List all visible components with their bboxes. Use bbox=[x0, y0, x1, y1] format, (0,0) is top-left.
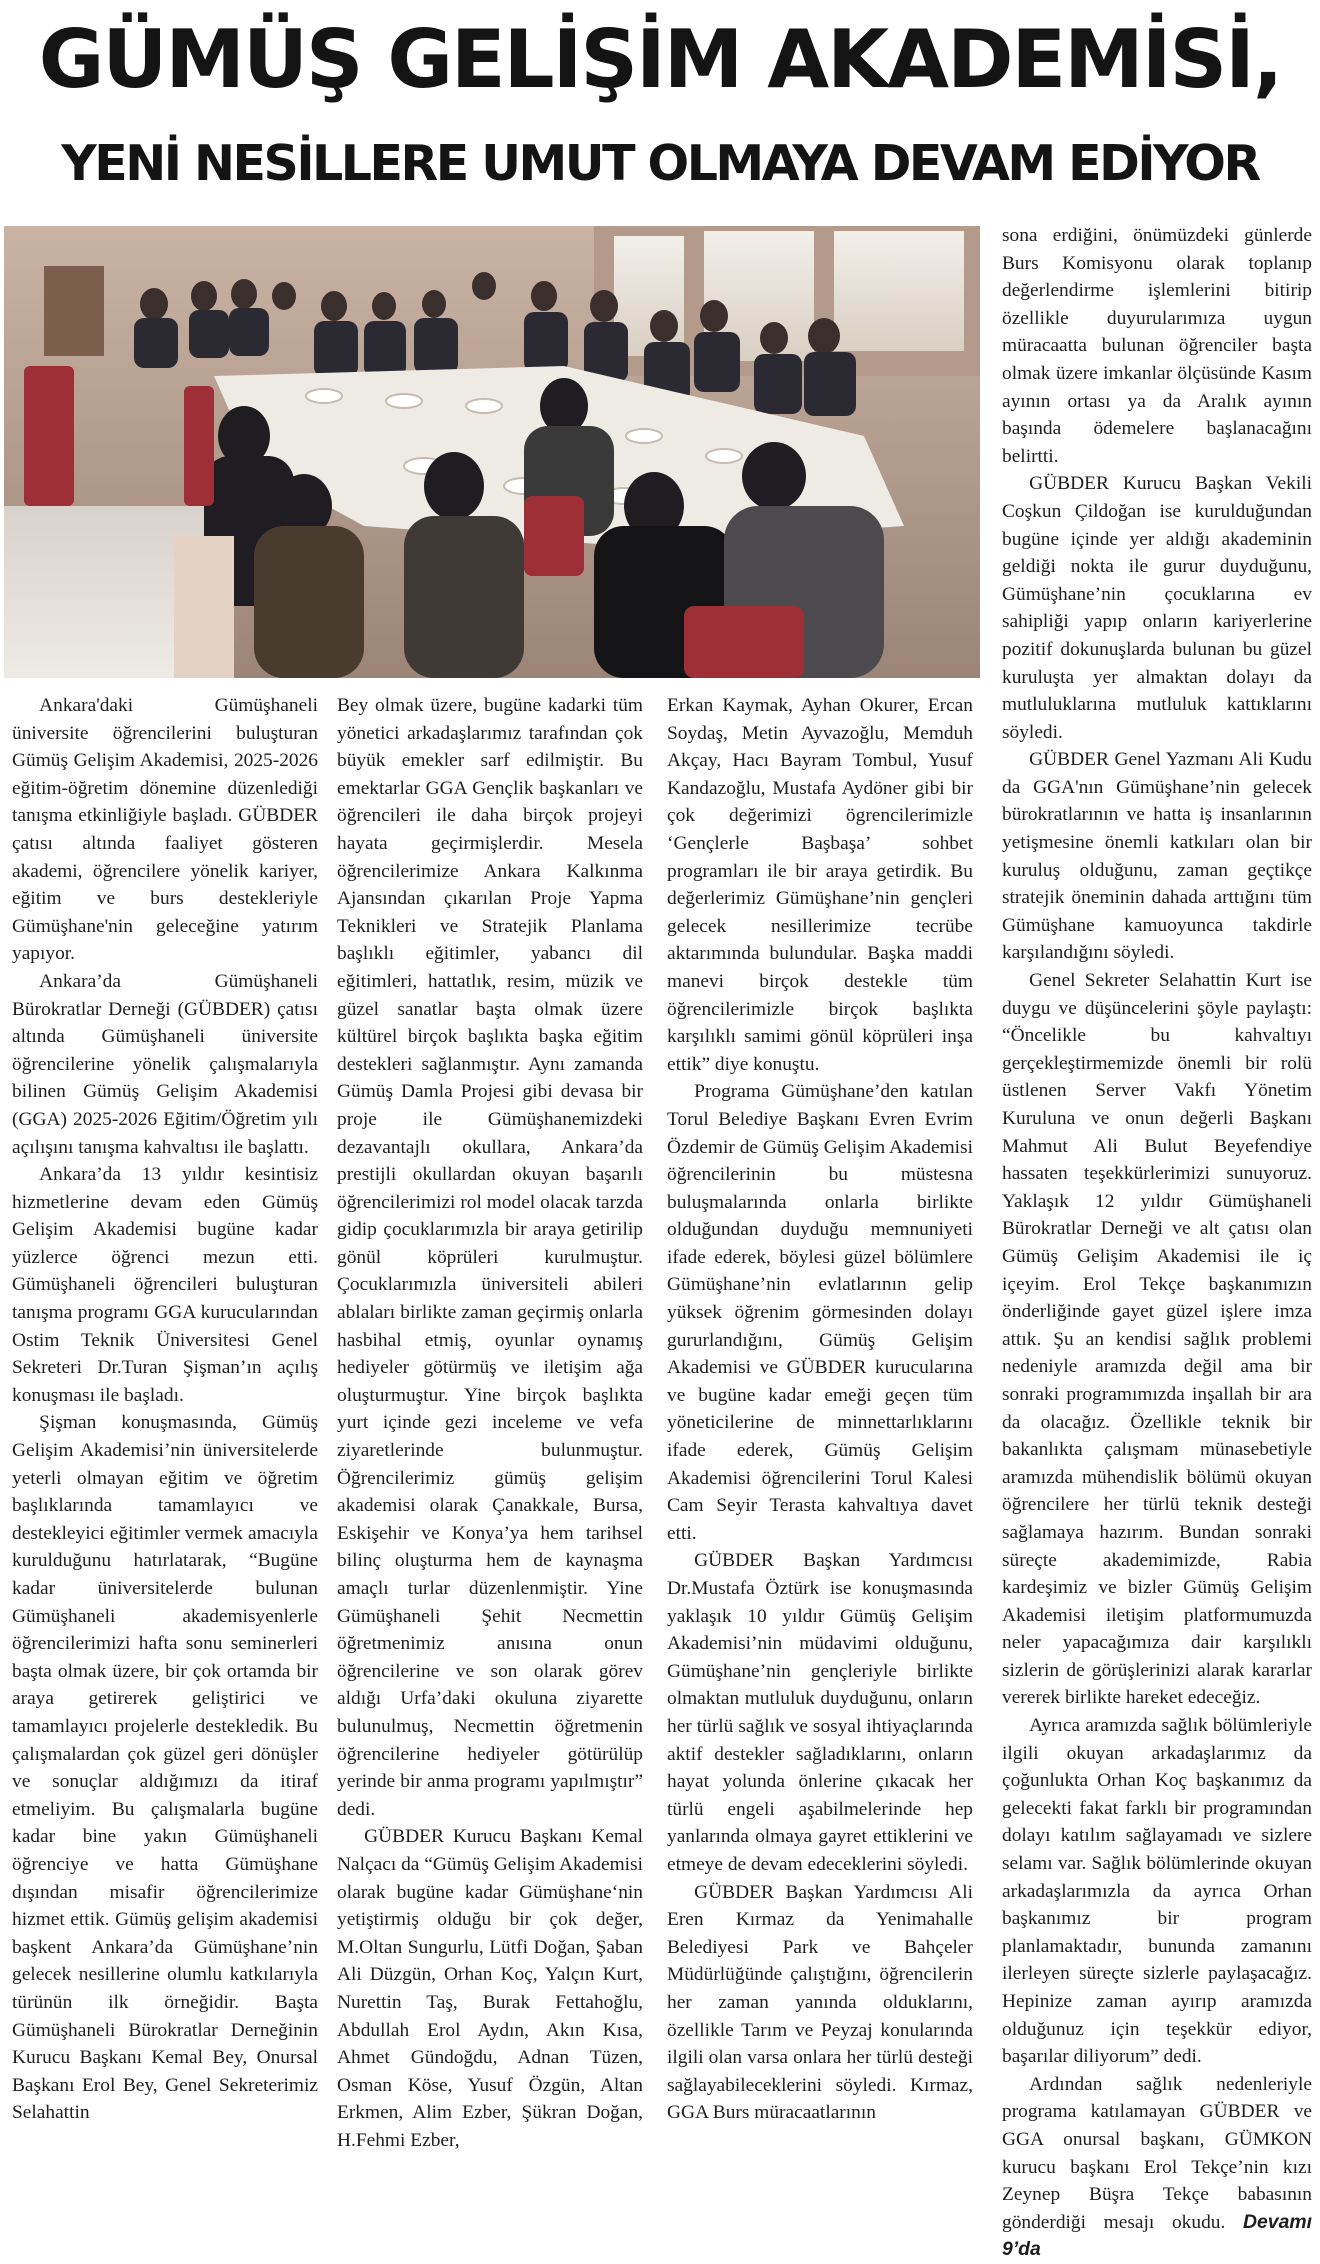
article-column-3 bbox=[667, 692, 973, 2127]
paragraph: sona erdiğini, önümüzdeki günlerde Burs Komisyonu olarak toplanıp değerlendirme işlemlerini bitirip özellikle duyurularımıza uygun müracaatta bulunan öğrenciler başta olmak üzere imkanlar ölçüsünde Kasım ayının ortası ya da Aralık ayının başında ödemelere başlanacağını belirtti. bbox=[1002, 225, 1312, 467]
headline-line-2: YENİ NESİLLERE UMUT OLMAYA DEVAM EDİYOR bbox=[61, 135, 1259, 192]
paragraph: GÜBDER Genel Yazmanı Ali Kudu da GGA'nın Gümüşhane’nin gelecek bürokratlarının ve hatta iş insanlarının yetişmesine önemli katkıları olan bir kuruluş olduğunu, zaman geçtikçe stratejik öneminin dahada arttığını tüm Gümüşhane kamuoyunca takdirle karşılandığını söyledi. bbox=[1002, 749, 1312, 964]
paragraph-final bbox=[1002, 2071, 1312, 2264]
paragraph: GÜBDER Başkan Yardımcısı Ali Eren Kırmaz da Yenimahalle Belediyesi Park ve Bahçeler Müdürlüğünde çalıştığını, öğrencilerin her zaman yanında olduklarını, özellikle Tarım ve Peyzaj konularında ilgili olan varsa onlara her türlü desteği sağlayabileceklerini söyledi. Kırmaz, GGA Burs müracaatlarının bbox=[667, 1881, 973, 2124]
paragraph: Erkan Kaymak, Ayhan Okurer, Ercan Soydaş, Metin Ayvazoğlu, Memduh Akçay, Hacı Bayram Tombul, Yusuf Kandazoğlu, Mustafa Aydöner gibi bir çok değerimizi ögrencilerimizle ‘Gençlerle Başbaşa’ sohbet programları ile bir araya getirdik. Bu değerlerimiz Gümüşhane’nin gençleri gelecek nesillerimize tecrübe aktarımında bulundular. Başka maddi manevi birçok destekle tüm öğrencilerimizle birçok başlıkta karşılıklı samimi gönül köprüleri inşa ettik” diye konuştu. bbox=[667, 695, 973, 1075]
article-photo bbox=[4, 226, 980, 678]
paragraph: Şişman konuşmasında, Gümüş Gelişim Akademisi’nin üniversitelerde yeterli olmayan eğitim ve öğretim başlıklarında tamamlayıcı ve destekleyici eğitimler vermek amacıyla kurulduğunu hatırlatarak, “Bugüne kadar üniversitelerde bulunan Gümüşhaneli akademisyenlerle öğrencilerimizi hafta sonu seminerleri başta olmak üzere, bir çok ortamda bir araya getirerek geliştirici ve tamamlayıcı projelerle destekledik. Bu çalışmalardan çok güzel geri dönüşler ve sonuçlar aldığımızı da itiraf etmeliyim. Bu çalışmalarla bugüne kadar bine yakın Gümüşhaneli öğrenciye ve hatta Gümüşhane dışından misafir öğrencilerimize hizmet ettik. Gümüş gelişim akademisi başkent Ankara’da Gümüşhane’nin gelecek nesillerine olumlu katkılarıyla türünün ilk örneğidir. Başta Gümüşhaneli Bürokratlar Derneğinin Kurucu Başkanı Kemal Bey, Onursal Başkanı Erol Bey, Genel Sekreterimiz Selahattin bbox=[12, 1412, 318, 2124]
paragraph: Ankara’da Gümüşhaneli Bürokratlar Derneği (GÜBDER) çatısı altında Gümüşhaneli üniversite öğrencilerine yönelik çalışmalarıyla bilinen Gümüş Gelişim Akademisi (GGA) 2025-2026 Eğitim/Öğretim yılı açılışını tanışma kahvaltısı ile başlattı. bbox=[12, 970, 318, 1158]
paragraph: GÜBDER Başkan Yardımcısı Dr.Mustafa Öztürk ise konuşmasında yaklaşık 10 yıldır Gümüş Gelişim Akademisi’nin müdavimi olduğunu, Gümüşhane’nin gençleriyle birlikte olmaktan mutluluk duyduğunu, onların her türlü sağlık ve sosyal ihtiyaçlarında aktif destekler sağladıklarını, onların hayat yolunda önlerine çıkacak her türlü engeli aşabilmelerinde hep yanlarında olmaya gayret ettiklerini ve etmeye de devam edeceklerini söyledi. bbox=[667, 1550, 973, 1875]
article-column-1 bbox=[12, 692, 318, 2127]
paragraph: GÜBDER Kurucu Başkan Vekili Coşkun Çildoğan ise kurulduğundan bugüne içinde yer aldığı akademinin geldiği nokta ile gurur duyduğunu, Gümüşhane’nin çocuklarına ev sahipliği yapıp onların kariyerlerine pozitif dokunuşlarda bulunan bu güzel kuruluşta yer almaktan dolayı da mutluluklarına mutluluk kattıklarını söyledi. bbox=[1002, 473, 1312, 743]
paragraph: GÜBDER Kurucu Başkanı Kemal Nalçacı da “Gümüş Gelişim Akademisi olarak bugüne kadar Gümüşhane‘nin yetiştirmiş olduğu bir çok değer, M.Oltan Sungurlu, Lütfi Doğan, Şaban Ali Düzgün, Orhan Koç, Yalçın Kurt, Nurettin Taş, Burak Fettahoğlu, Abdullah Erol Aydın, Akın Kısa, Ahmet Gündoğdu, Adnan Tüzen, Osman Köse, Yusuf Özgün, Altan Erkmen, Alim Ezber, Şükran Doğan, H.Fehmi Ezber, bbox=[337, 1826, 643, 2151]
photo-group-breakfast bbox=[4, 226, 980, 678]
headline-line-1: GÜMÜŞ GELİŞİM AKADEMİSİ, bbox=[38, 13, 1282, 106]
paragraph: Bey olmak üzere, bugüne kadarki tüm yönetici arkadaşlarımız tarafından çok büyük emekler sarf edilmiştir. Bu emektarlar GGA Gençlik başkanları ve öğrencileri ile daha birçok projeyi hayata geçirmişlerdir. Mesela öğrencilerimize Ankara Kalkınma Ajansından çıkarılan Proje Yapma Teknikleri ve Stratejik Planlama başlıklı eğitimler, yabancı dil eğitimleri, hattatlık, resim, müzik ve güzel sanatlar başta olmak üzere kültürel birçok başlıkta başka eğitim destekleri sağlanmıştır. Aynı zamanda Gümüş Damla Projesi gibi devasa bir proje ile Gümüşhanemizdeki dezavantajlı okullara, Ankara’da prestijli okullardan okuyan başarılı öğrencilerimizi rol model olacak tarzda gidip çocuklarımızla bir araya getirilip gönül köprüleri kurulmuştur. Çocuklarımızla üniversiteli abileri ablaları birlikte zaman geçirmiş onlarla hasbihal etmiş, oyunlar oynamış hediyeler götürmüş ve iletişim ağa oluşturmuştur. Yine birçok başlıkta yurt içinde gezi inceleme ve vefa ziyaretlerinde bulunmuştur. Öğrencilerimiz gümüş gelişim akademisi olarak Çanakkale, Bursa, Eskişehir ve Konya’ya hem tarihsel bilinç oluşturma hem de kaynaşma amaçlı turlar düzenlenmiştir. Yine Gümüşhaneli Şehit Necmettin öğretmenimiz anısına onun öğrencilerine ve son olarak görev aldığı Urfa’daki okuluna ziyarette bulunulmuş, Necmettin öğretmenin öğrencilerine hediyeler götürülüp yerinde bir anma programı yapılmıştır” dedi. bbox=[337, 695, 643, 1820]
article-column-2 bbox=[337, 692, 643, 2154]
paragraph: Ankara'daki Gümüşhaneli üniversite öğrencilerini buluşturan Gümüş Gelişim Akademisi, 2025-2026 eğitim-öğretim dönemine düzenlediği tanışma etkinliğiyle başladı. GÜBDER çatısı altında faaliyet gösteren akademi, öğrencilere yönelik kariyer, eğitim ve burs destekleriyle Gümüşhane'nin geleceğine yatırım yapıyor. bbox=[12, 695, 318, 965]
paragraph-final-text: Ardından sağlık nedenleriyle programa katılamayan GÜBDER ve GGA onursal başkanı, GÜMKON kurucu başkanı Erol Tekçe’nin kızı Zeynep Büşra Tekçe babasının gönderdiği mesajı okudu. bbox=[1002, 2073, 1312, 2233]
paragraph: Ankara’da 13 yıldır kesintisiz hizmetlerine devam eden Gümüş Gelişim Akademisi bugüne kadar yüzlerce öğrenci mezun etti. Gümüşhaneli öğrencileri buluşturan tanışma programı GGA kurucularından Ostim Teknik Üniversitesi Genel Sekreteri Dr.Turan Şişman’ın açılış konuşması ile başladı. bbox=[12, 1164, 318, 1406]
paragraph: Ayrıca aramızda sağlık bölümleriyle ilgili okuyan arkadaşlarımız da çoğunlukta Orhan Koç başkanımız da gelecekti fakat farklı bir programından dolayı katılım sağlayamadı ve sizlere selamı var. Sağlık bölümlerinde okuyan arkadaşlarımızla da ayrıca Orhan başkanımız bir program planlamaktadır, bununda zamanını ilerleyen süreçte sizlerle paylaşacağız. Hepinize zaman ayırıp aramızda olduğunuz için teşekkür ediyor, başarılar diliyorum” dedi. bbox=[1002, 1715, 1312, 2068]
continued-link[interactable]: Devamı 9’da bbox=[1002, 2210, 1312, 2261]
paragraph: Programa Gümüşhane’den katılan Torul Belediye Başkanı Evren Evrim Özdemir de Gümüş Gelişim Akademisi öğrencilerinin bu müstesna buluşmalarında onlarla birlikte olduğundan duyduğu memnuniyeti ifade ederek, böylesi güzel bölümlere Gümüşhane’nin evlatlarının gelip yüksek öğrenim görmesinden dolayı gururlandığını, Gümüş Gelişim Akademisi ve GÜBDER kurucularına ve bugüne kadar emeği geçen tüm yöneticilerine de minnettarlıklarını ifade ederek, Gümüş Gelişim Akademisi öğrencilerini Torul Kalesi Cam Seyir Terasta kahvaltıya davet etti. bbox=[667, 1081, 973, 1544]
article-column-4 bbox=[1002, 222, 1312, 2264]
paragraph: Genel Sekreter Selahattin Kurt ise duygu ve düşüncelerini şöyle paylaştı: “Öncelikle bu kahvaltıyı gerçekleştirmemizde önemli bir rolü üstlenen Server Vakfı Yönetim Kuruluna ve onun değerli Başkanı Mahmut Ali Bulut Beyefendiye hassaten teşekkürlerimizi sunuyoruz. Yaklaşık 12 yıldır Gümüşhaneli Bürokratlar Derneği ve alt çatısı olan Gümüş Gelişim Akademisi ile iç içeyim. Erol Tekçe başkanımızın önderliğinde gayet güzel işlere imza attık. Şu an kendisi sağlık problemi nedeniyle aramızda değil ama bir sonraki programımızda inşallah bir ara da olacağız. Özellikle teknik bir bakanlıkta çalışmam münasebetiyle aramızda mühendislik bölümü okuyan öğrencilere her türlü teknik desteği sağlamaya hazırım. Bundan sonraki süreçte akademimizde, Rabia kardeşimiz ve bizler Gümüş Gelişim Akademisi iletişim platformumuzda neler yapacağımıza dair karşılıklı sizlerin de görüşlerinizi alarak kararlar vererek birlikte hareket edeceğiz. bbox=[1002, 970, 1312, 1709]
